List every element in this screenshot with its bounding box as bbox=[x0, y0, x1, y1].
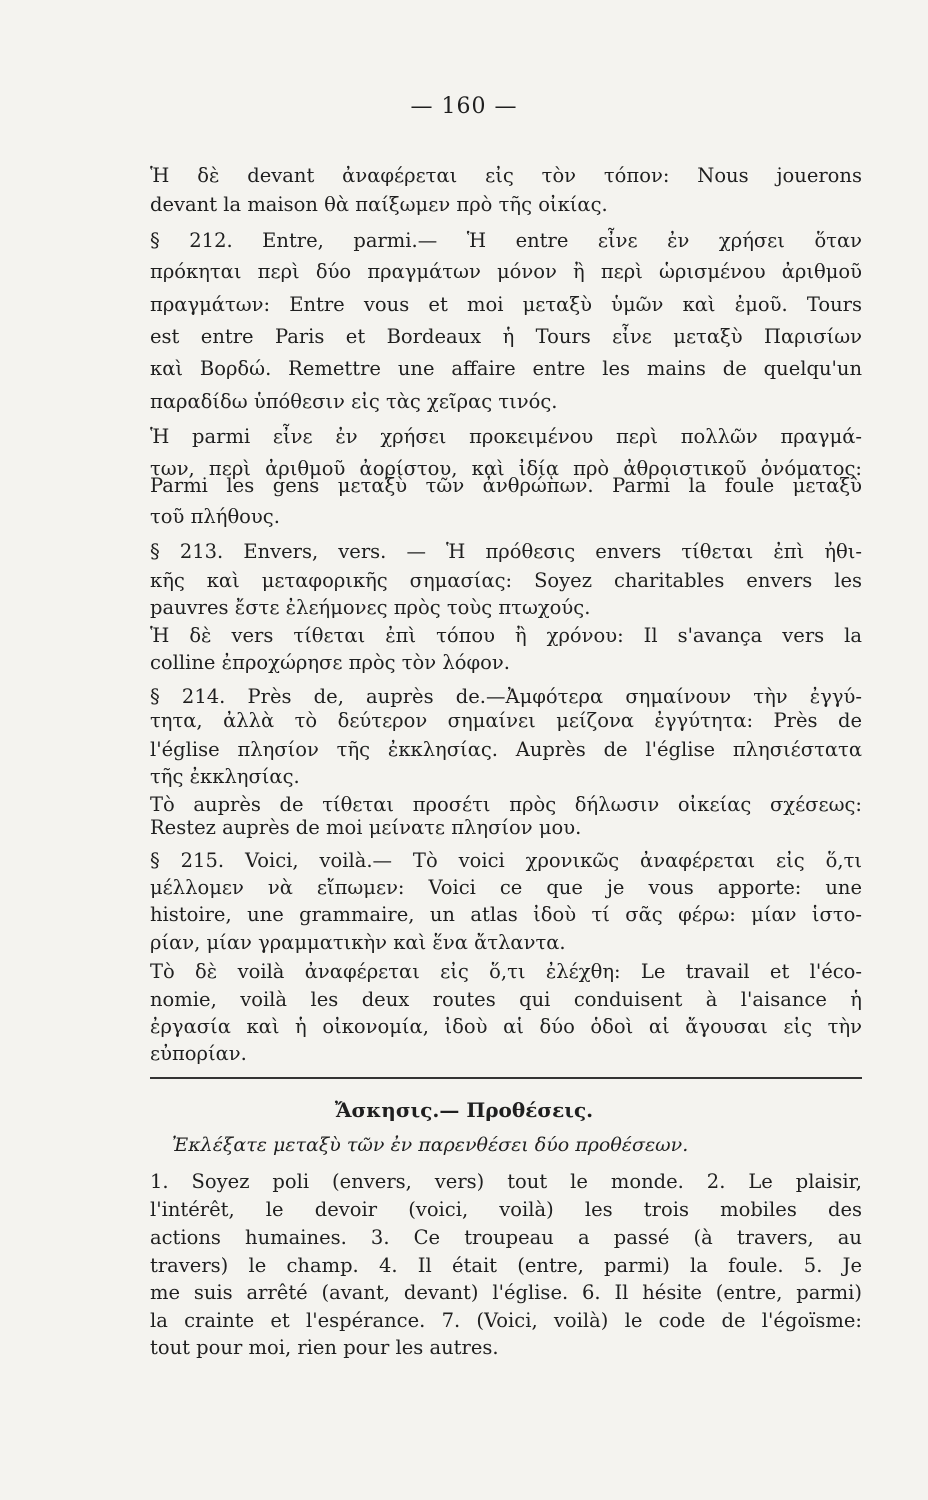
section-212-heading-line: § 212. Entre, parmi.— Ἡ entre εἶνε ἐν χρήσει ὅταν bbox=[150, 229, 862, 252]
section-214-heading-line: § 214. Près de, auprès de.—Ἀμφότερα σημαίνουν τὴν ἐγγύ- bbox=[150, 685, 862, 708]
exercise-line: me suis arrêté (avant, devant) l'église. 6. Il hésite (entre, parmi) bbox=[150, 1281, 862, 1304]
exercise-line: la crainte et l'espérance. 7. (Voici, voilà) le code de l'égoïsme: bbox=[150, 1309, 862, 1332]
page-number: — 160 — bbox=[410, 94, 518, 119]
text-line: τῆς ἐκκλησίας. bbox=[150, 765, 300, 788]
section-215-heading-line: § 215. Voici, voilà.— Τὸ voici χρονικῶς ἀναφέρεται εἰς ὅ,τι bbox=[150, 849, 862, 872]
text-line: ρίαν, μίαν γραμματικὴν καὶ ἕνα ἄτλαντα. bbox=[150, 931, 566, 954]
text-line: Ἡ δὲ devant ἀναφέρεται εἰς τὸν τόπον: Nous jouerons bbox=[150, 164, 862, 187]
text-line: τοῦ πλήθους. bbox=[150, 505, 280, 528]
text-line: est entre Paris et Bordeaux ἡ Tours εἶνε μεταξὺ Παρισίων bbox=[150, 325, 862, 348]
text-line: Parmi les gens μεταξὺ τῶν ἀνθρώπων. Parmi la foule μεταξὺ bbox=[150, 474, 862, 497]
text-line: μέλλομεν νὰ εἴπωμεν: Voici ce que je vous apporte: une bbox=[150, 876, 862, 899]
text-line: παραδίδω ὑπόθεσιν εἰς τὰς χεῖρας τινός. bbox=[150, 390, 558, 413]
text-line: εὐπορίαν. bbox=[150, 1042, 247, 1065]
text-line: καὶ Βορδώ. Remettre une affaire entre les mains de quelqu'un bbox=[150, 357, 862, 380]
exercise-instruction: Ἐκλέξατε μεταξὺ τῶν ἐν παρενθέσει δύο προθέσεων. bbox=[172, 1134, 689, 1156]
section-divider bbox=[150, 1077, 862, 1079]
section-213-heading-line: § 213. Envers, vers. — Ἡ πρόθεσις envers τίθεται ἐπὶ ἠθι- bbox=[150, 540, 862, 563]
text-line: κῆς καὶ μεταφορικῆς σημασίας: Soyez charitables envers les bbox=[150, 569, 862, 592]
exercise-line: 1. Soyez poli (envers, vers) tout le monde. 2. Le plaisir, bbox=[150, 1170, 862, 1193]
text-line: devant la maison θὰ παίξωμεν πρὸ τῆς οἰκίας. bbox=[150, 193, 608, 216]
text-line: Ἡ δὲ vers τίθεται ἐπὶ τόπου ἢ χρόνου: Il s'avança vers la bbox=[150, 624, 862, 647]
text-line: Restez auprès de moi μείνατε πλησίον μου. bbox=[150, 816, 582, 839]
text-line: l'église πλησίον τῆς ἐκκλησίας. Auprès de l'église πλησιέστατα bbox=[150, 738, 862, 761]
exercise-line: l'intérêt, le devoir (voici, voilà) les trois mobiles des bbox=[150, 1198, 862, 1221]
text-line: Τὸ auprès de τίθεται προσέτι πρὸς δήλωσιν οἰκείας σχέσεως: bbox=[150, 793, 862, 816]
text-line: histoire, une grammaire, un atlas ἰδοὺ τί σᾶς φέρω: μίαν ἱστο- bbox=[150, 903, 862, 926]
exercise-line: travers) le champ. 4. Il était (entre, parmi) la foule. 5. Je bbox=[150, 1254, 862, 1277]
text-line: Τὸ δὲ voilà ἀναφέρεται εἰς ὅ,τι ἐλέχθη: Le travail et l'éco- bbox=[150, 960, 862, 983]
text-line: colline ἐπροχώρησε πρὸς τὸν λόφον. bbox=[150, 651, 510, 674]
text-line: τητα, ἀλλὰ τὸ δεύτερον σημαίνει μείζονα ἐγγύτητα: Près de bbox=[150, 709, 862, 732]
exercise-title: Ἄσκησις.— Προθέσεις. bbox=[334, 1098, 594, 1122]
exercise-line: tout pour moi, rien pour les autres. bbox=[150, 1336, 499, 1359]
text-line: ἐργασία καὶ ἡ οἰκονομία, ἰδοὺ αἱ δύο ὁδοὶ αἱ ἄγουσαι εἰς τὴν bbox=[150, 1015, 862, 1038]
text-line: πρόκηται περὶ δύο πραγμάτων μόνον ἢ περὶ ὡρισμένου ἀριθμοῦ bbox=[150, 260, 862, 283]
text-line: nomie, voilà les deux routes qui conduisent à l'aisance ἡ bbox=[150, 988, 862, 1011]
text-line: πραγμάτων: Entre vous et moi μεταξὺ ὑμῶν καὶ ἐμοῦ. Tours bbox=[150, 293, 862, 316]
text-line: Ἡ parmi εἶνε ἐν χρήσει προκειμένου περὶ πολλῶν πραγμά- bbox=[150, 425, 862, 448]
exercise-line: actions humaines. 3. Ce troupeau a passé (à travers, au bbox=[150, 1226, 862, 1249]
text-line: των, περὶ ἀριθμοῦ ἀορίστου, καὶ ἰδίᾳ πρὸ ἀθροιστικοῦ ὀνόματος: bbox=[150, 457, 862, 480]
text-line: pauvres ἔστε ἐλεήμονες πρὸς τοὺς πτωχούς. bbox=[150, 596, 591, 619]
